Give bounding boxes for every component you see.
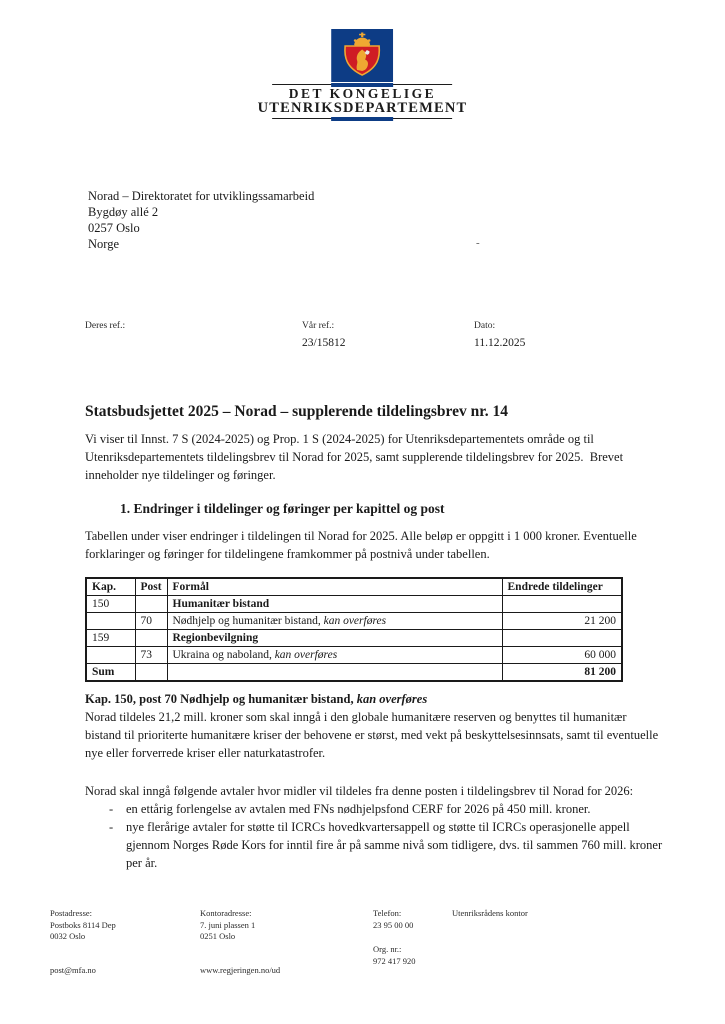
ministry-name-line1: DET KONGELIGE	[288, 86, 437, 101]
footer-phone-label: Telefon:	[373, 908, 402, 918]
footer-website: www.regjeringen.no/ud	[200, 964, 281, 975]
cell-value: 21 200	[502, 613, 622, 630]
logo-rule-bottom	[273, 118, 453, 119]
footer-org-value: 972 417 920	[373, 955, 416, 966]
cell-post	[135, 664, 167, 682]
var-ref-label: Vår ref.:	[302, 321, 335, 331]
kap-150-section	[85, 690, 660, 762]
logo-rule-bottom-accent	[332, 117, 394, 121]
footer-email: post@mfa.no	[50, 964, 96, 975]
bullet-marker: -	[109, 820, 114, 834]
recipient-postal: 0257 Oslo	[88, 221, 140, 235]
footer-phone-value: 23 95 00 00	[373, 919, 414, 930]
list-item	[85, 818, 663, 872]
ministry-name-line2: UTENRIKSDEPARTEMENT	[257, 100, 468, 116]
col-header-endrede: Endrede tildelinger	[502, 578, 622, 596]
footer-postal-label: Postadresse:	[50, 908, 93, 918]
cell-formal: Nødhjelp og humanitær bistand, kan overføres	[167, 613, 502, 630]
dato-label: Dato:	[474, 321, 496, 331]
cell-kap	[86, 647, 135, 664]
footer-postal-line2: 0032 Oslo	[50, 931, 86, 941]
budget-table	[85, 577, 623, 682]
kap-150-paragraph-1: Norad tildeles 21,2 mill. kroner som skal inngå i den globale humanitære reserven og benyttes til humanitær bistand til prioriterte humanitære kriser der behovene er størst, med vekt på beskyttelsesinnsats, samt til eventuelle nye eller forverrede kriser eller naturkatastrofer.	[85, 710, 659, 760]
ministry-letterhead	[258, 29, 468, 121]
bullet-marker: -	[109, 802, 114, 816]
bullet-text: nye flerårige avtaler for støtte til ICRCs hovedkvartersappell og støtte til ICRCs operasjonelle appell gjennom Norges Røde Kors for inntil fire år på samme nivå som tidligere, dvs. til sammen 760 mill. kroner per år.	[126, 820, 663, 870]
footer-office-line1: 7. juni plassen 1	[200, 919, 256, 930]
cell-formal: Regionbevilgning	[167, 630, 502, 647]
var-ref-value: 23/15812	[302, 337, 346, 349]
kap-150-paragraph-2: Norad skal inngå følgende avtaler hvor midler vil tildeles fra denne posten i tildelingsbrev til Norad for 2026:	[85, 784, 634, 798]
table-row	[86, 630, 622, 647]
bullet-list	[85, 800, 663, 872]
recipient-country: Norge	[88, 237, 120, 251]
cell-post	[135, 596, 167, 613]
document-title: Statsbudsjettet 2025 – Norad – supplerende tildelingsbrev nr. 14	[85, 403, 508, 420]
cell-post: 73	[135, 647, 167, 664]
table-sum-row	[86, 664, 622, 682]
col-header-post: Post	[135, 578, 167, 596]
cell-post	[135, 630, 167, 647]
table-row	[86, 613, 622, 630]
cell-kap: 150	[86, 596, 135, 613]
footer-postal-address	[50, 908, 116, 976]
table-header-row	[86, 578, 622, 596]
sum-value: 81 200	[502, 664, 622, 682]
col-header-formal: Formål	[167, 578, 502, 596]
cell-value	[502, 630, 622, 647]
cell-formal	[167, 664, 502, 682]
recipient-address	[88, 188, 314, 252]
kap-150-heading: Kap. 150, post 70 Nødhjelp og humanitær bistand, kan overføres	[85, 692, 428, 706]
table-row	[86, 647, 622, 664]
list-item	[85, 800, 663, 818]
ref-deres	[85, 320, 125, 336]
cell-kap	[86, 613, 135, 630]
deres-ref-label: Deres ref.:	[85, 321, 126, 331]
logo-rule-top-accent	[332, 83, 394, 87]
cell-post: 70	[135, 613, 167, 630]
dato-value: 11.12.2025	[474, 337, 526, 349]
footer-office-line2: 0251 Oslo	[200, 931, 236, 941]
logo-rule-top	[273, 84, 453, 85]
footer-office-address	[200, 908, 280, 976]
cell-value	[502, 596, 622, 613]
col-header-kap: Kap.	[86, 578, 135, 596]
recipient-name: Norad – Direktoratet for utviklingssamarbeid	[88, 189, 315, 203]
cell-value: 60 000	[502, 647, 622, 664]
footer-postal-line1: Postboks 8114 Dep	[50, 919, 116, 930]
table-intro-paragraph: Tabellen under viser endringer i tildelingen til Norad for 2025. Alle beløp er oppgitt i 1 000 kroner. Eventuelle forklaringer og føringer for tildelingene framkommer på postnivå under tabellen.	[85, 529, 637, 561]
footer-office-label: Kontoradresse:	[200, 908, 252, 918]
cell-formal: Humanitær bistand	[167, 596, 502, 613]
ref-var	[302, 320, 345, 350]
intro-paragraph: Vi viser til Innst. 7 S (2024-2025) og Prop. 1 S (2024-2025) for Utenriksdepartementets område og til Utenriksdepartementets tildelingsbrev til Norad for 2025, samt supplerende tildelingsbrev for 2025. Brevet inneholder nye tildelinger og føringer.	[85, 432, 624, 482]
sum-label: Sum	[86, 664, 135, 682]
cell-formal: Ukraina og naboland, kan overføres	[167, 647, 502, 664]
footer-phone-org	[373, 908, 416, 967]
recipient-street: Bygdøy allé 2	[88, 205, 159, 219]
coat-of-arms-icon	[332, 29, 394, 82]
kap-150-agreements	[85, 782, 663, 872]
section-1-heading: 1. Endringer i tildelinger og føringer per kapittel og post	[120, 501, 445, 516]
table-row	[86, 596, 622, 613]
cell-kap: 159	[86, 630, 135, 647]
recipient-dash: -	[476, 237, 480, 249]
bullet-text: en ettårig forlengelse av avtalen med FNs nødhjelpsfond CERF for 2026 på 450 mill. kroner.	[126, 802, 591, 816]
ref-dato	[474, 320, 525, 350]
footer-org-label: Org. nr.:	[373, 944, 402, 954]
footer-department-office: Utenriksrådens kontor	[452, 908, 528, 918]
